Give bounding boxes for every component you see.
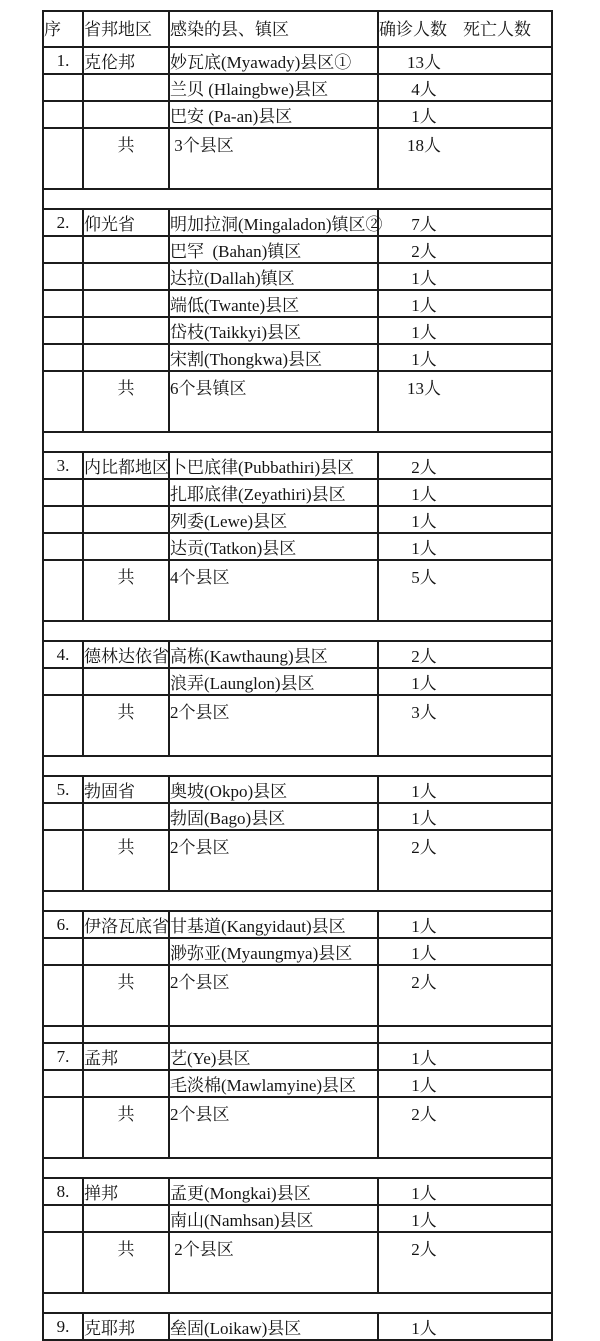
cell-section-no	[43, 938, 83, 965]
cell-total-places: 3个县区	[169, 128, 378, 189]
cell-confirmed	[378, 1070, 552, 1097]
cell-region: 克伦邦	[83, 47, 169, 74]
cell-region: 内比都地区	[83, 452, 169, 479]
cell-total-confirmed	[378, 560, 552, 621]
separator-cell	[169, 1026, 378, 1043]
table-row	[43, 938, 552, 965]
separator-cell	[43, 1158, 552, 1178]
table-row	[43, 1043, 552, 1070]
cell-total-confirmed	[378, 128, 552, 189]
cell-place: 卜巴底律(Pubbathiri)县区	[169, 452, 378, 479]
separator-cell	[43, 891, 552, 911]
confirmed-count: 1人	[411, 1319, 437, 1338]
confirmed-count: 7人	[411, 215, 437, 234]
confirmed-count: 3人	[411, 703, 437, 722]
table-row	[43, 344, 552, 371]
cell-section-no: 1.	[43, 47, 83, 74]
cell-region: 勃固省	[83, 776, 169, 803]
cell-confirmed	[378, 74, 552, 101]
confirmed-count: 18人	[407, 136, 441, 155]
table-row	[43, 452, 552, 479]
cell-section-no: 8.	[43, 1178, 83, 1205]
cell-region	[83, 236, 169, 263]
cell-confirmed	[378, 101, 552, 128]
table-header-row	[43, 11, 552, 47]
cell-region: 伊洛瓦底省	[83, 911, 169, 938]
cell-region	[83, 1205, 169, 1232]
cell-section-no: 2.	[43, 209, 83, 236]
cell-section-no	[43, 668, 83, 695]
cell-total-confirmed	[378, 371, 552, 432]
cell-section-no	[43, 506, 83, 533]
cell-place: 岱枝(Taikkyi)县区	[169, 317, 378, 344]
infection-table	[42, 10, 553, 1341]
confirmed-count: 1人	[411, 350, 437, 369]
cell-place: 艺(Ye)县区	[169, 1043, 378, 1070]
cell-confirmed	[378, 209, 552, 236]
cell-region	[83, 1070, 169, 1097]
cell-region: 孟邦	[83, 1043, 169, 1070]
table-row	[43, 479, 552, 506]
cell-place: 孟更(Mongkai)县区	[169, 1178, 378, 1205]
confirmed-count: 1人	[411, 782, 437, 801]
cell-confirmed	[378, 290, 552, 317]
cell-place: 甘基道(Kangyidaut)县区	[169, 911, 378, 938]
cell-section-no	[43, 1205, 83, 1232]
confirmed-count: 1人	[411, 296, 437, 315]
cell-section-no: 9.	[43, 1313, 83, 1340]
cell-region: 仰光省	[83, 209, 169, 236]
table-row	[43, 776, 552, 803]
table-total-row	[43, 965, 552, 1026]
cell-region: 掸邦	[83, 1178, 169, 1205]
cell-confirmed	[378, 479, 552, 506]
cell-confirmed	[378, 1205, 552, 1232]
cell-section-no	[43, 560, 83, 621]
confirmed-count: 1人	[411, 1211, 437, 1230]
table-body	[43, 47, 552, 1340]
cell-section-no	[43, 317, 83, 344]
cell-total-confirmed	[378, 830, 552, 891]
cell-total-confirmed	[378, 1097, 552, 1158]
separator-cell	[43, 189, 552, 209]
cell-confirmed	[378, 1043, 552, 1070]
separator-row	[43, 432, 552, 452]
table-row	[43, 506, 552, 533]
cell-place: 毛淡棉(Mawlamyine)县区	[169, 1070, 378, 1097]
cell-total-places: 2个县区	[169, 1232, 378, 1293]
separator-cell	[43, 1293, 552, 1313]
separator-cell	[43, 756, 552, 776]
cell-section-no: 6.	[43, 911, 83, 938]
table-row	[43, 74, 552, 101]
cell-region	[83, 803, 169, 830]
confirmed-count: 13人	[407, 379, 441, 398]
confirmed-count: 1人	[411, 269, 437, 288]
cell-place: 端低(Twante)县区	[169, 290, 378, 317]
cell-total-confirmed	[378, 1232, 552, 1293]
cell-section-no	[43, 803, 83, 830]
cell-region: 德林达依省	[83, 641, 169, 668]
confirmed-count: 4人	[411, 80, 437, 99]
col-header-deaths: 死亡人数	[463, 20, 531, 39]
confirmed-count: 5人	[411, 568, 437, 587]
cell-section-no	[43, 1070, 83, 1097]
cell-section-no	[43, 263, 83, 290]
table-row	[43, 236, 552, 263]
cell-total-label: 共	[83, 830, 169, 891]
cell-total-label: 共	[83, 695, 169, 756]
cell-section-no	[43, 1232, 83, 1293]
cell-region	[83, 506, 169, 533]
cell-section-no	[43, 371, 83, 432]
separator-row	[43, 189, 552, 209]
table-total-row	[43, 371, 552, 432]
cell-region	[83, 263, 169, 290]
confirmed-count: 1人	[411, 944, 437, 963]
separator-cell	[83, 1026, 169, 1043]
cell-section-no	[43, 479, 83, 506]
cell-place: 巴安 (Pa-an)县区	[169, 101, 378, 128]
cell-place: 高栋(Kawthaung)县区	[169, 641, 378, 668]
table-total-row	[43, 1232, 552, 1293]
cell-region	[83, 74, 169, 101]
cell-section-no	[43, 128, 83, 189]
table-row	[43, 101, 552, 128]
separator-row	[43, 891, 552, 911]
cell-place: 垒固(Loikaw)县区	[169, 1313, 378, 1340]
table-row	[43, 1070, 552, 1097]
cell-confirmed	[378, 641, 552, 668]
confirmed-count: 2人	[411, 1105, 437, 1124]
confirmed-count: 2人	[411, 838, 437, 857]
cell-place: 达贡(Tatkon)县区	[169, 533, 378, 560]
cell-total-label: 共	[83, 128, 169, 189]
cell-section-no	[43, 965, 83, 1026]
cell-confirmed	[378, 776, 552, 803]
cell-section-no	[43, 101, 83, 128]
col-header-place: 感染的县、镇区	[169, 11, 378, 47]
cell-region	[83, 317, 169, 344]
table-total-row	[43, 560, 552, 621]
confirmed-count: 2人	[411, 242, 437, 261]
separator-cell	[43, 432, 552, 452]
cell-section-no	[43, 695, 83, 756]
confirmed-count: 1人	[411, 674, 437, 693]
table-total-row	[43, 830, 552, 891]
cell-place: 奥坡(Okpo)县区	[169, 776, 378, 803]
cell-section-no	[43, 1097, 83, 1158]
cell-total-confirmed	[378, 695, 552, 756]
confirmed-count: 1人	[411, 539, 437, 558]
cell-confirmed	[378, 533, 552, 560]
col-header-counts	[378, 11, 552, 47]
cell-region	[83, 344, 169, 371]
cell-place: 扎耶底律(Zeyathiri)县区	[169, 479, 378, 506]
cell-place: 巴罕 (Bahan)镇区	[169, 236, 378, 263]
table-row	[43, 911, 552, 938]
separator-cell	[43, 621, 552, 641]
separator-cell	[378, 1026, 552, 1043]
cell-place: 南山(Namhsan)县区	[169, 1205, 378, 1232]
cell-confirmed	[378, 263, 552, 290]
cell-total-label: 共	[83, 560, 169, 621]
separator-row-with-dividers	[43, 1026, 552, 1043]
cell-confirmed	[378, 803, 552, 830]
cell-section-no: 3.	[43, 452, 83, 479]
cell-total-places: 2个县区	[169, 695, 378, 756]
cell-total-places: 2个县区	[169, 830, 378, 891]
cell-place: 兰贝 (Hlaingbwe)县区	[169, 74, 378, 101]
cell-place: 妙瓦底(Myawady)县区①	[169, 47, 378, 74]
cell-region	[83, 533, 169, 560]
confirmed-count: 2人	[411, 1240, 437, 1259]
separator-row	[43, 1158, 552, 1178]
cell-confirmed	[378, 236, 552, 263]
cell-region	[83, 668, 169, 695]
table-row	[43, 209, 552, 236]
table-row	[43, 533, 552, 560]
cell-confirmed	[378, 1178, 552, 1205]
cell-place: 渺弥亚(Myaungmya)县区	[169, 938, 378, 965]
table-row	[43, 290, 552, 317]
col-header-confirmed: 确诊人数	[379, 20, 447, 39]
col-header-no: 序	[43, 11, 83, 47]
cell-section-no	[43, 290, 83, 317]
confirmed-count: 1人	[411, 323, 437, 342]
cell-total-confirmed	[378, 965, 552, 1026]
confirmed-count: 1人	[411, 485, 437, 504]
cell-total-places: 6个县镇区	[169, 371, 378, 432]
confirmed-count: 2人	[411, 647, 437, 666]
cell-place: 明加拉洞(Mingaladon)镇区②	[169, 209, 378, 236]
cell-section-no: 4.	[43, 641, 83, 668]
confirmed-count: 1人	[411, 809, 437, 828]
separator-row	[43, 756, 552, 776]
cell-total-label: 共	[83, 1232, 169, 1293]
cell-confirmed	[378, 938, 552, 965]
cell-confirmed	[378, 344, 552, 371]
cell-place: 宋割(Thongkwa)县区	[169, 344, 378, 371]
cell-total-places: 4个县区	[169, 560, 378, 621]
cell-section-no	[43, 533, 83, 560]
table-row	[43, 317, 552, 344]
table-row	[43, 1178, 552, 1205]
cell-region	[83, 479, 169, 506]
table-row	[43, 1205, 552, 1232]
confirmed-count: 2人	[411, 458, 437, 477]
cell-place: 列委(Lewe)县区	[169, 506, 378, 533]
table-row	[43, 1313, 552, 1340]
cell-section-no	[43, 74, 83, 101]
confirmed-count: 1人	[411, 1049, 437, 1068]
table-row	[43, 803, 552, 830]
separator-cell	[43, 1026, 83, 1043]
cell-confirmed	[378, 911, 552, 938]
cell-confirmed	[378, 452, 552, 479]
confirmed-count: 1人	[411, 512, 437, 531]
cell-total-label: 共	[83, 371, 169, 432]
cell-confirmed	[378, 1313, 552, 1340]
table-row	[43, 47, 552, 74]
confirmed-count: 1人	[411, 107, 437, 126]
confirmed-count: 13人	[407, 53, 441, 72]
cell-total-places: 2个县区	[169, 965, 378, 1026]
cell-region	[83, 101, 169, 128]
cell-confirmed	[378, 317, 552, 344]
confirmed-count: 1人	[411, 917, 437, 936]
cell-section-no	[43, 344, 83, 371]
cell-total-places: 2个县区	[169, 1097, 378, 1158]
cell-place: 勃固(Bago)县区	[169, 803, 378, 830]
cell-place: 达拉(Dallah)镇区	[169, 263, 378, 290]
cell-section-no	[43, 830, 83, 891]
cell-region	[83, 938, 169, 965]
cell-section-no	[43, 236, 83, 263]
table-total-row	[43, 695, 552, 756]
cell-section-no: 5.	[43, 776, 83, 803]
cell-place: 浪弄(Launglon)县区	[169, 668, 378, 695]
cell-confirmed	[378, 668, 552, 695]
cell-confirmed	[378, 47, 552, 74]
confirmed-count: 2人	[411, 973, 437, 992]
table-row	[43, 641, 552, 668]
cell-total-label: 共	[83, 965, 169, 1026]
col-header-region: 省邦地区	[83, 11, 169, 47]
table-total-row	[43, 1097, 552, 1158]
cell-region: 克耶邦	[83, 1313, 169, 1340]
table-row	[43, 263, 552, 290]
cell-total-label: 共	[83, 1097, 169, 1158]
separator-row	[43, 1293, 552, 1313]
cell-region	[83, 290, 169, 317]
confirmed-count: 1人	[411, 1076, 437, 1095]
cell-confirmed	[378, 506, 552, 533]
separator-row	[43, 621, 552, 641]
cell-section-no: 7.	[43, 1043, 83, 1070]
confirmed-count: 1人	[411, 1184, 437, 1203]
table-total-row	[43, 128, 552, 189]
table-row	[43, 668, 552, 695]
